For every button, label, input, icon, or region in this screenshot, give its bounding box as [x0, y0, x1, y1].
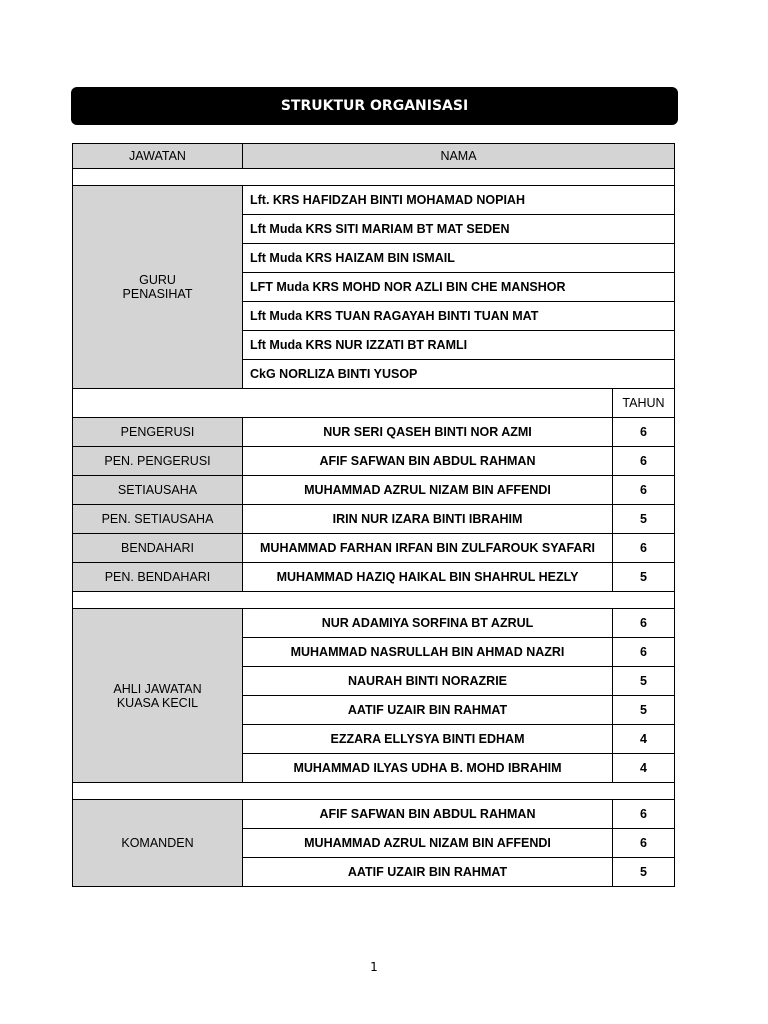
officer-row [73, 447, 675, 476]
committee-year: 6 [613, 638, 675, 667]
officer-row [73, 505, 675, 534]
title-banner [71, 87, 678, 125]
committee-row [73, 609, 675, 638]
committee-name: NUR ADAMIYA SORFINA BT AZRUL [243, 609, 613, 638]
header-nama: NAMA [243, 144, 675, 169]
committee-year: 4 [613, 725, 675, 754]
spacer-cell [73, 169, 675, 186]
tahun-spacer-cell [73, 389, 613, 418]
organization-table [72, 143, 675, 887]
committee-name: MUHAMMAD NASRULLAH BIN AHMAD NAZRI [243, 638, 613, 667]
header-tahun: TAHUN [613, 389, 675, 418]
officer-name: MUHAMMAD HAZIQ HAIKAL BIN SHAHRUL HEZLY [243, 563, 613, 592]
page-title: STRUKTUR ORGANISASI [280, 98, 469, 114]
header-row [73, 144, 675, 169]
committee-name: MUHAMMAD ILYAS UDHA B. MOHD IBRAHIM [243, 754, 613, 783]
officer-row [73, 418, 675, 447]
officer-role: PEN. BENDAHARI [73, 563, 243, 592]
committee-label: AHLI JAWATAN KUASA KECIL [73, 609, 243, 783]
spacer-cell [73, 783, 675, 800]
officer-name: AFIF SAFWAN BIN ABDUL RAHMAN [243, 447, 613, 476]
komanden-name: MUHAMMAD AZRUL NIZAM BIN AFFENDI [243, 829, 613, 858]
committee-year: 4 [613, 754, 675, 783]
advisor-name: Lft. KRS HAFIDZAH BINTI MOHAMAD NOPIAH [243, 186, 675, 215]
spacer-row [73, 592, 675, 609]
officer-name: NUR SERI QASEH BINTI NOR AZMI [243, 418, 613, 447]
officer-role: SETIAUSAHA [73, 476, 243, 505]
committee-name: NAURAH BINTI NORAZRIE [243, 667, 613, 696]
committee-year: 6 [613, 609, 675, 638]
officer-year: 6 [613, 476, 675, 505]
komanden-name: AATIF UZAIR BIN RAHMAT [243, 858, 613, 887]
committee-year: 5 [613, 667, 675, 696]
advisor-name: Lft Muda KRS NUR IZZATI BT RAMLI [243, 331, 675, 360]
officer-year: 5 [613, 563, 675, 592]
advisor-row [73, 186, 675, 215]
komanden-label: KOMANDEN [73, 800, 243, 887]
spacer-cell [73, 592, 675, 609]
officer-role: PENGERUSI [73, 418, 243, 447]
committee-name: AATIF UZAIR BIN RAHMAT [243, 696, 613, 725]
officer-name: MUHAMMAD AZRUL NIZAM BIN AFFENDI [243, 476, 613, 505]
komanden-year: 6 [613, 829, 675, 858]
officer-year: 5 [613, 505, 675, 534]
officer-row [73, 563, 675, 592]
officer-year: 6 [613, 447, 675, 476]
officer-role: BENDAHARI [73, 534, 243, 563]
officer-role: PEN. PENGERUSI [73, 447, 243, 476]
officer-row [73, 534, 675, 563]
tahun-header-row [73, 389, 675, 418]
officer-year: 6 [613, 418, 675, 447]
komanden-year: 6 [613, 800, 675, 829]
spacer-row [73, 169, 675, 186]
advisor-name: LFT Muda KRS MOHD NOR AZLI BIN CHE MANSHOR [243, 273, 675, 302]
advisor-label: GURU PENASIHAT [73, 186, 243, 389]
officer-role: PEN. SETIAUSAHA [73, 505, 243, 534]
officer-year: 6 [613, 534, 675, 563]
officer-row [73, 476, 675, 505]
advisor-name: Lft Muda KRS HAIZAM BIN ISMAIL [243, 244, 675, 273]
spacer-row [73, 783, 675, 800]
advisor-name: CkG NORLIZA BINTI YUSOP [243, 360, 675, 389]
officer-name: IRIN NUR IZARA BINTI IBRAHIM [243, 505, 613, 534]
komanden-row [73, 800, 675, 829]
advisor-name: Lft Muda KRS SITI MARIAM BT MAT SEDEN [243, 215, 675, 244]
komanden-year: 5 [613, 858, 675, 887]
advisor-name: Lft Muda KRS TUAN RAGAYAH BINTI TUAN MAT [243, 302, 675, 331]
komanden-name: AFIF SAFWAN BIN ABDUL RAHMAN [243, 800, 613, 829]
header-jawatan: JAWATAN [73, 144, 243, 169]
page-number: 1 [370, 960, 378, 974]
officer-name: MUHAMMAD FARHAN IRFAN BIN ZULFAROUK SYAFARI [243, 534, 613, 563]
committee-year: 5 [613, 696, 675, 725]
committee-name: EZZARA ELLYSYA BINTI EDHAM [243, 725, 613, 754]
